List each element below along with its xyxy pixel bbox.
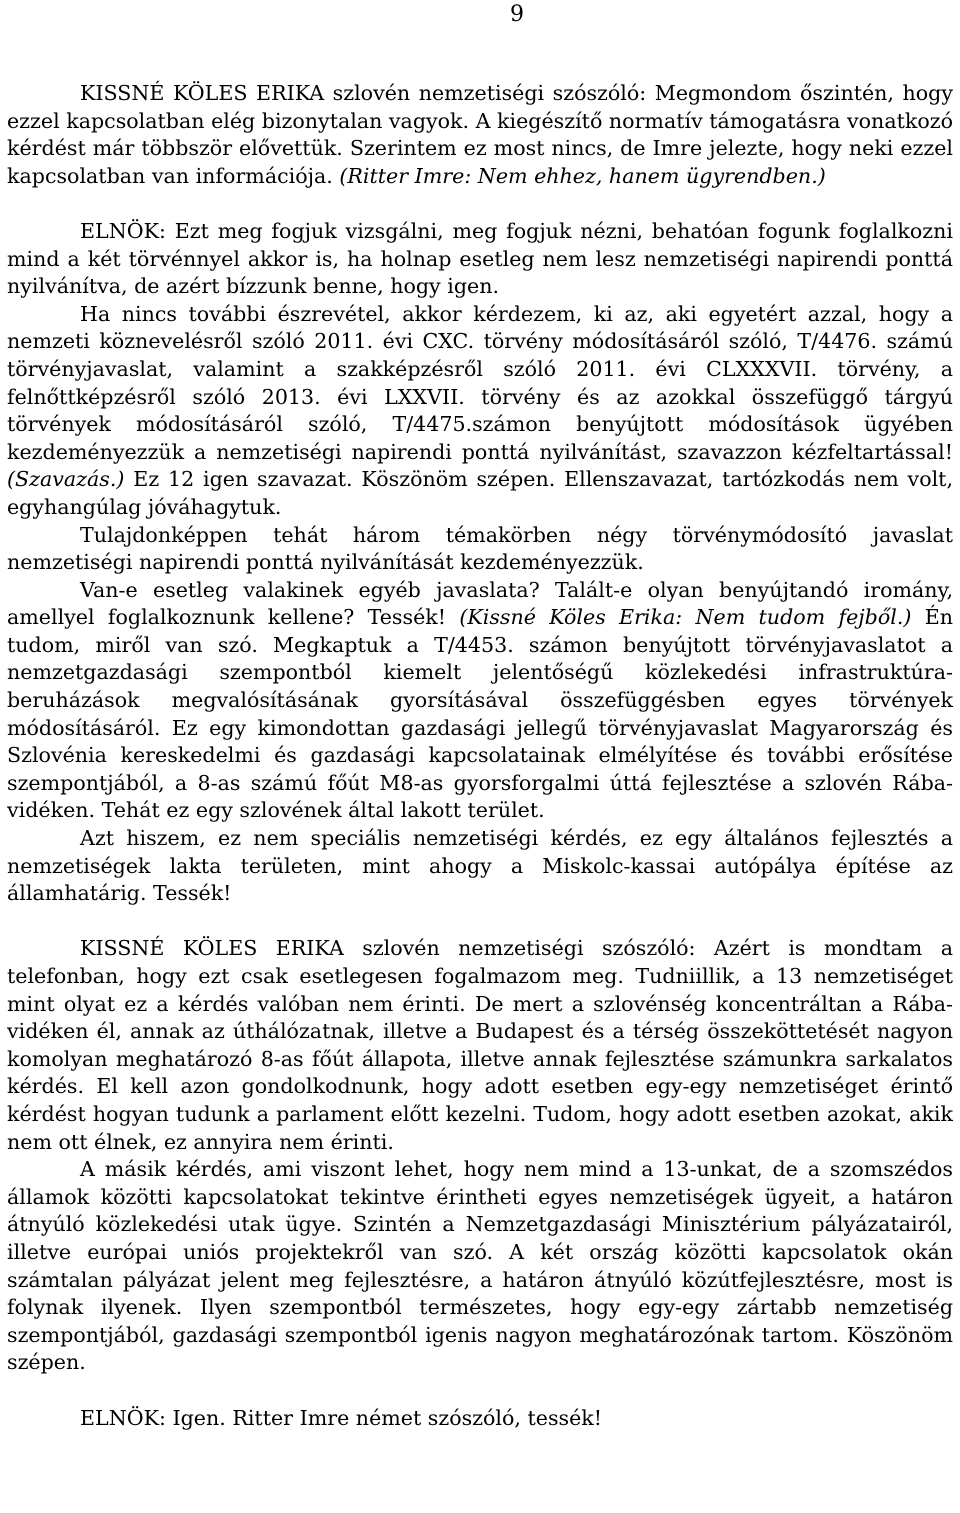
interjection: (Ritter Imre: Nem ehhez, hanem ügyrendben.) [339,163,826,188]
paragraph-summary [7,522,953,577]
paragraph-text-after: Ez 12 igen szavazat. Köszönöm szépen. Ellenszavazat, tartózkodás nem volt, egyhangúlag jóváhagytuk. [7,467,953,519]
interjection: (Kissné Köles Erika: Nem tudom fejből.) [459,605,912,630]
paragraph-elnok-1 [7,218,953,301]
page-number-text: 9 [510,2,524,27]
speaker-name: ELNÖK: [80,218,166,243]
paragraph-text-after: Én tudom, miről van szó. Megkaptuk a T/4453. számon benyújtott törvényjavaslatot a nemzetgazdasági szempontból kiemelt jelentőségű közlekedési infrastruktúra-beruházások megvalósításának gyorsításával összefüggésben egyes törvények módosításáról. Ez egy kimondottan gazdasági jellegű törvényjavaslat Magyarország és Szlovénia kereskedelmi és gazdasági kapcsolatainak elmélyítése és további erősítése szempontjából, a 8-as számú főút M8-as gyorsforgalmi úttá fejlesztése a szlovén Rába-vidéken. Tehát ez egy szlovének által lakott terület. [7,605,953,823]
paragraph-kissne-1 [7,80,953,190]
paragraph-text: A másik kérdés, ami viszont lehet, hogy nem mind a 13-unkat, de a szomszédos államok közötti kapcsolatokat tekintve érintheti egyes nemzetiségek ügyeit, a határon átnyúló közlekedési utak ügye. Szintén a Nemzetgazdasági Minisztérium pályázatairól, illetve európai uniós projektekről van szó. A két ország közötti kapcsolatok okán számtalan pályázat jelent meg fejlesztésre, a határon átnyúló közútfejlesztésre, most is folynak ilyenek. Ilyen szempontból természetes, hogy egy-egy zártabb nemzetiség szempontjából, gazdasági szempontból igenis nagyon meghatározónak tartom. Köszönöm szépen. [7,1157,953,1375]
speaker-name: ELNÖK: [80,1405,166,1430]
paragraph-other-question [7,1156,953,1377]
speaker-name: KISSNÉ KÖLES ERIKA [80,81,325,105]
page-number [0,2,960,28]
document-body [7,80,953,1432]
speaker-name: KISSNÉ KÖLES ERIKA [80,936,344,961]
paragraph-text: Ezt meg fogjuk vizsgálni, meg fogjuk nézni, behatóan fogunk foglalkozni mind a két törvénnyel akkor is, ha holnap esetleg nem lesz nemzetiségi napirendi ponttá nyilvánítva, de azért bízzunk benne, hogy igen. [7,218,953,299]
paragraph-text: Ha nincs további észrevétel, akkor kérdezem, ki az, aki egyetért azzal, hogy a nemzeti köznevelésről szóló 2011. évi CXC. törvény módosításáról szóló, T/4476. számú törvényjavaslat, valamint a szakképzésről szóló 2011. évi CLXXXVII. törvény, a felnőttképzésről szóló 2013. évi LXXVII. törvény és az azokkal összefüggő tárgyú törvények módosításáról szóló, T/4475.számon benyújtott módosítások ügyében kezdeményezzük a nemzetiségi napirendi ponttá nyilvánítást, szavazzon kézfeltartással! [7,301,953,464]
paragraph-vote-question [7,301,953,522]
paragraph-text: Van-e esetleg valakinek egyéb javaslata? Talált-e olyan benyújtandó iromány, amellyel foglalkoznunk kellene? Tessék! [7,577,953,630]
paragraph-text: szlovén nemzetiségi szószóló: Azért is mondtam a telefonban, hogy ezt csak esetlegesen fogalmazom meg. Tudniillik, a 13 nemzetiséget mint olyat ez a kérdés valóban nem érinti. De mert a szlovénség koncentráltan a Rába-vidéken él, annak az úthálózatnak, illetve a Budapest és a térség összeköttetését nagyon komolyan meghatározó 8-as főút állapota, illetve annak fejlesztése számunkra sarkalatos kérdés. El kell azon gondolkodnunk, hogy adott esetben egy-egy nemzetiséget érintő kérdést hogyan tudunk a parlament előtt kezelni. Tudom, hogy adott esetben azokat, akik nem ott élnek, ez annyira nem érinti. [7,936,954,1154]
paragraph-text: Azt hiszem, ez nem speciális nemzetiségi kérdés, ez egy általános fejlesztés a nemzetiségek lakta területen, mint ahogy a Miskolc-kassai autópálya építése az államhatárig. Tessék! [7,826,953,906]
paragraph-text: Tulajdonképpen tehát három témakörben négy törvénymódosító javaslat nemzetiségi napirendi ponttá nyilvánítását kezdeményezzük. [7,522,953,575]
paragraph-kissne-2 [7,935,953,1156]
paragraph-general-development [7,825,953,908]
paragraph-text: Igen. Ritter Imre német szószóló, tessék! [165,1405,603,1430]
paragraph-elnok-2 [7,1405,953,1433]
paragraph-other-proposal [7,577,953,825]
interjection: (Szavazás.) [7,467,125,492]
paragraph-text: szlovén nemzetiségi szószóló: Megmondom őszintén, hogy ezzel kapcsolatban elég bizonytalan vagyok. A kiegészítő normatív támogatásra vonatkozó kérdést már többször elővettük. Szerintem ez most nincs, de Imre jelezte, hogy neki ezzel kapcsolatban van információja. [7,81,953,188]
